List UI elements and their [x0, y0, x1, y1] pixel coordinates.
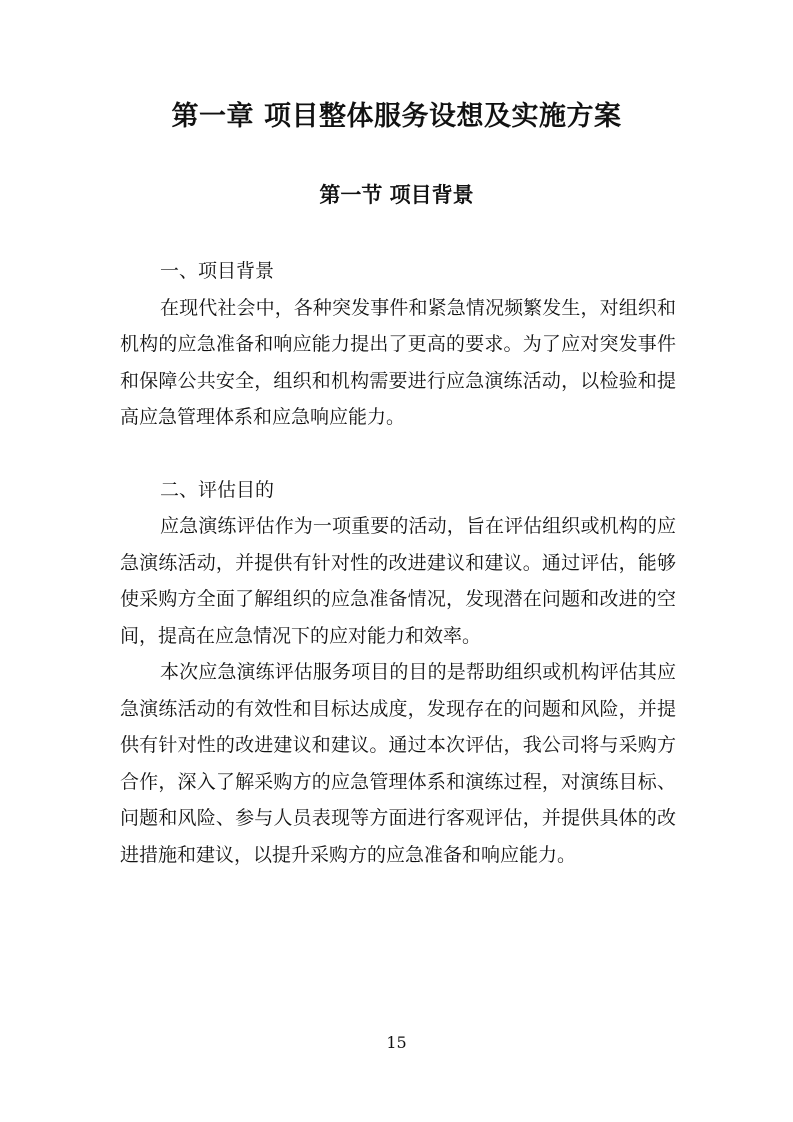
section-spacer [120, 436, 676, 472]
paragraph-purpose-2: 本次应急演练评估服务项目的目的是帮助组织或机构评估其应急演练活动的有效性和目标达成度，发现存在的问题和风险，并提供有针对性的改进建议和建议。通过本次评估，我公司将与采购方合作，深入了解采购方的应急管理体系和演练过程，对演练目标、问题和风险、参与人员表现等方面进行客观评估，并提供具体的改进措施和建议，以提升采购方的应急准备和响应能力。 [120, 661, 676, 866]
paragraph-purpose-1: 应急演练评估作为一项重要的活动，旨在评估组织或机构的应急演练活动，并提供有针对性的改进建议和建议。通过评估，能够使采购方全面了解组织的应急准备情况，发现潜在问题和改进的空间，提高在应急情况下的应对能力和效率。 [120, 515, 676, 647]
subsection-heading-purpose: 二、评估目的 [160, 478, 275, 501]
page-number: 15 [386, 1033, 407, 1052]
chapter-title: 第一章 项目整体服务设想及实施方案 [171, 101, 622, 132]
section-title: 第一节 项目背景 [319, 183, 474, 207]
document-body [120, 253, 676, 873]
paragraph-background: 在现代社会中，各种突发事件和紧急情况频繁发生，对组织和机构的应急准备和响应能力提出了更高的要求。为了应对突发事件和保障公共安全，组织和机构需要进行应急演练活动，以检验和提高应急管理体系和应急响应能力。 [120, 296, 676, 428]
subsection-heading-background: 一、项目背景 [160, 260, 275, 282]
